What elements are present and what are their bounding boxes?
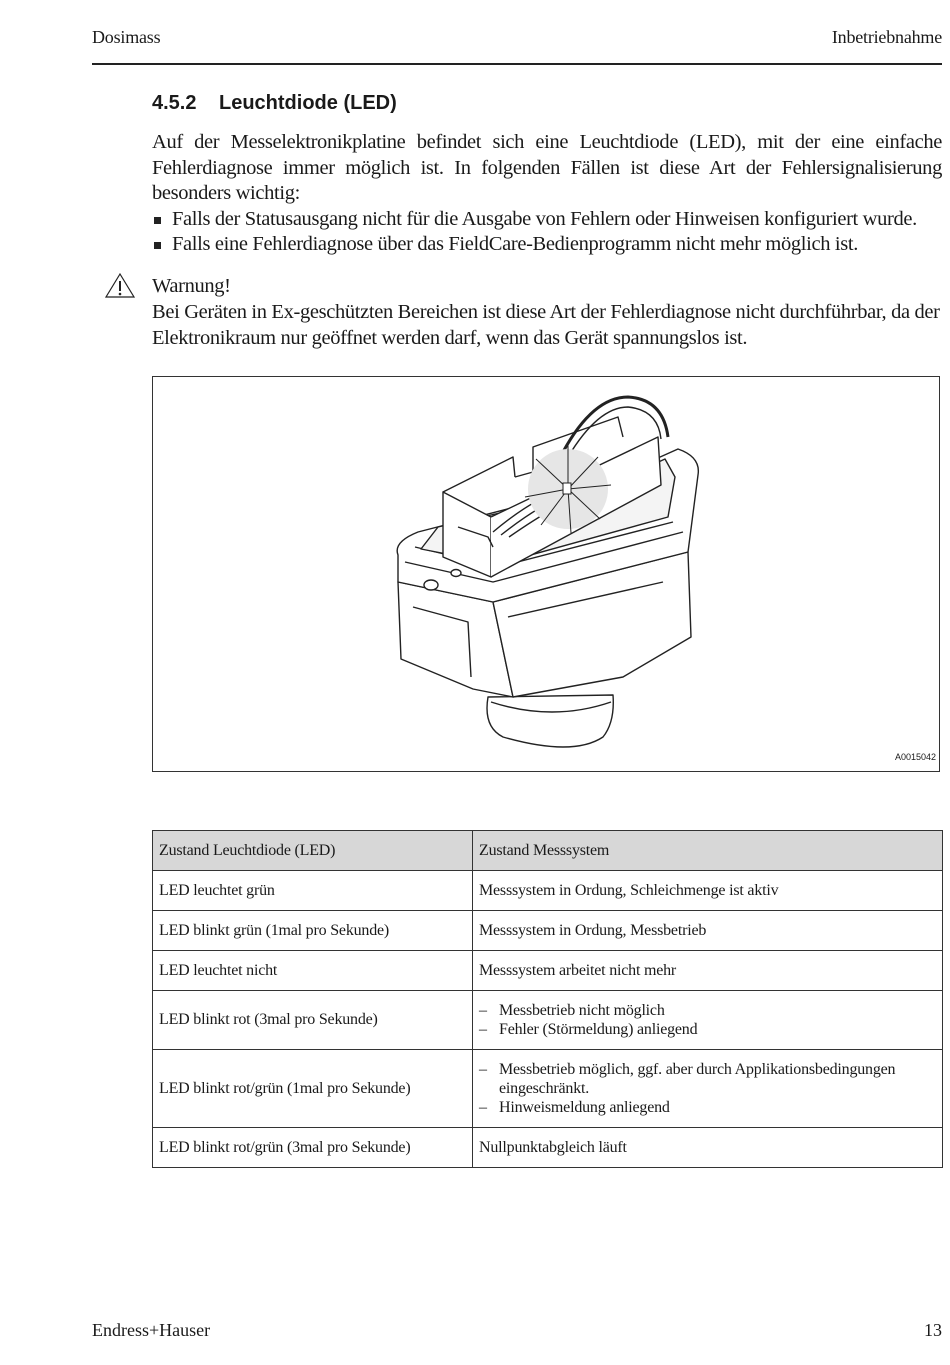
- table-row: [153, 871, 943, 911]
- device-figure: [152, 376, 940, 772]
- dash-item: – Messbetrieb nicht möglich: [479, 1001, 936, 1020]
- intro-block: [152, 130, 942, 258]
- section-heading: [152, 92, 397, 115]
- led-state-cell: LED blinkt rot/grün (3mal pro Sekunde): [153, 1128, 473, 1168]
- device-illustration: [153, 377, 940, 772]
- bullet-item: Falls der Statusausgang nicht für die Ausgabe von Fehlern oder Hinweisen konfiguriert wurde.: [152, 207, 942, 233]
- system-state-cell: Messsystem arbeitet nicht mehr: [473, 951, 943, 991]
- table-row: [153, 911, 943, 951]
- header-title: Dosimass: [92, 27, 161, 47]
- led-state-cell: LED blinkt rot (3mal pro Sekunde): [153, 991, 473, 1050]
- intro-paragraph: Auf der Messelektronikplatine befindet sich eine Leuchtdiode (LED), mit der eine einfache Fehlerdiagnose immer möglich ist. In folgenden Fällen ist diese Art der Fehlersignalisierung besonders wichtig:: [152, 131, 942, 204]
- table-row: [153, 1050, 943, 1128]
- system-state-cell: [473, 991, 943, 1050]
- dash-item: – Messbetrieb möglich, ggf. aber durch Applikationsbedingungen eingeschränkt.: [479, 1060, 936, 1098]
- system-state-cell: Messsystem in Ordung, Messbetrieb: [473, 911, 943, 951]
- bullet-list: [152, 207, 942, 258]
- table-row: [153, 951, 943, 991]
- footer-brand: Endress+Hauser: [92, 1320, 211, 1340]
- led-status-table: [152, 830, 943, 1168]
- dash-item: – Fehler (Störmeldung) anliegend: [479, 1020, 936, 1039]
- system-state-cell: Messsystem in Ordung, Schleichmenge ist aktiv: [473, 871, 943, 911]
- system-state-cell: [473, 1050, 943, 1128]
- header-rule: [92, 63, 942, 65]
- dash-item: – Hinweismeldung anliegend: [479, 1098, 936, 1117]
- header-led-state: Zustand Leuchtdiode (LED): [153, 831, 473, 871]
- bullet-item: Falls eine Fehlerdiagnose über das FieldCare-Bedienprogramm nicht mehr möglich ist.: [152, 232, 942, 258]
- system-state-cell: Nullpunktabgleich läuft: [473, 1128, 943, 1168]
- table-row: [153, 1128, 943, 1168]
- page-number: 13: [924, 1320, 942, 1340]
- warning-triangle-icon: [104, 272, 136, 300]
- header-system-state: Zustand Messsystem: [473, 831, 943, 871]
- warning-title: Warnung!: [152, 275, 231, 297]
- table-row: [153, 991, 943, 1050]
- table-header-row: [153, 831, 943, 871]
- led-state-cell: LED blinkt rot/grün (1mal pro Sekunde): [153, 1050, 473, 1128]
- led-state-cell: LED leuchtet grün: [153, 871, 473, 911]
- led-state-cell: LED leuchtet nicht: [153, 951, 473, 991]
- led-state-cell: LED blinkt grün (1mal pro Sekunde): [153, 911, 473, 951]
- header-chapter: Inbetriebnahme: [831, 27, 942, 47]
- section-title: Leuchtdiode (LED): [219, 92, 397, 114]
- figure-id: A0015042: [894, 752, 936, 762]
- warning-text: Bei Geräten in Ex-geschützten Bereichen ist diese Art der Fehlerdiagnose nicht durchführbar, da der Elektronikraum nur geöffnet werden darf, wenn das Gerät spannungslos ist.: [152, 301, 940, 349]
- warning-block: [152, 273, 942, 351]
- section-number: 4.5.2: [152, 92, 197, 114]
